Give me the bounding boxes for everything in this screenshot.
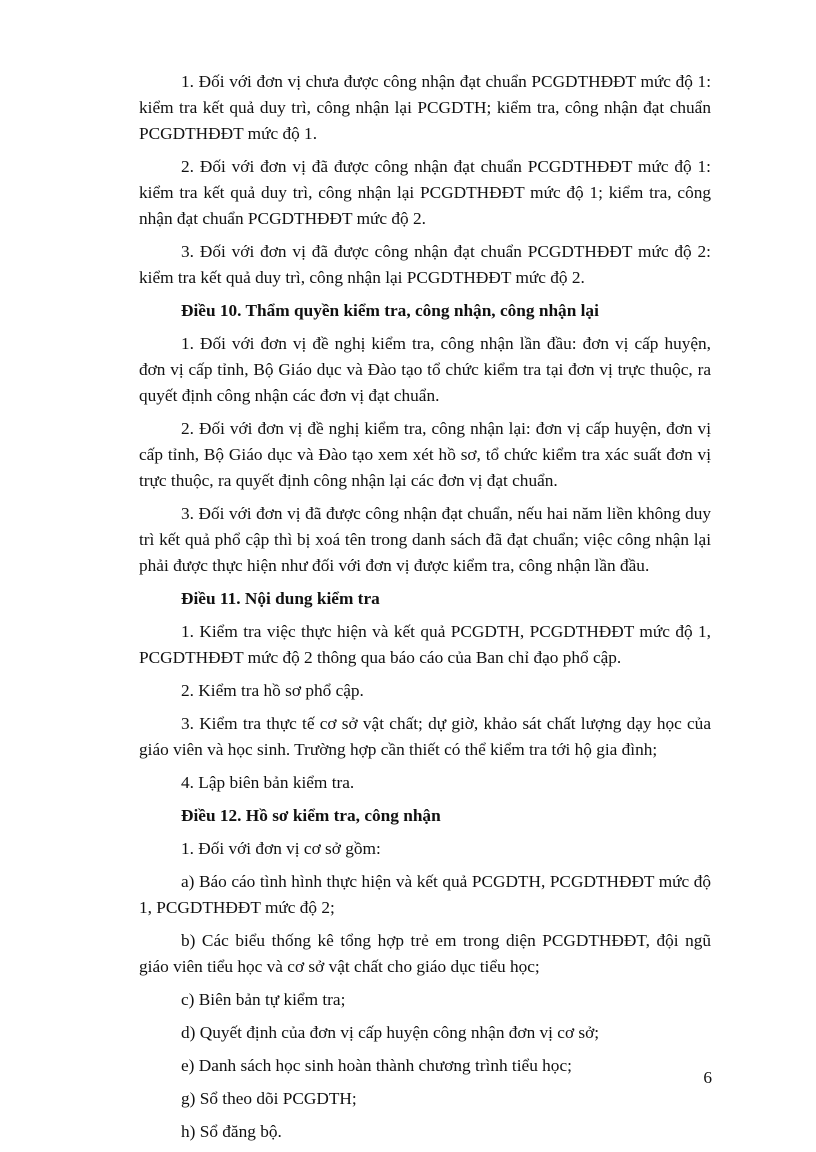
- section-heading: Điều 12. Hồ sơ kiểm tra, công nhận: [181, 806, 441, 825]
- section-heading: Điều 11. Nội dung kiểm tra: [181, 589, 380, 608]
- document-page: [139, 69, 711, 1152]
- paragraph: c) Biên bản tự kiểm tra;: [181, 990, 346, 1009]
- paragraph: 2. Đối với đơn vị đã được công nhận đạt chuẩn PCGDTHĐĐT mức độ 1: kiểm tra kết quả duy trì, công nhận lại PCGDTHĐĐT mức độ 1; kiểm tra, công nhận đạt chuẩn PCGDTHĐĐT mức độ 2.: [139, 157, 711, 228]
- paragraph: 3. Đối với đơn vị đã được công nhận đạt chuẩn, nếu hai năm liền không duy trì kết quả phổ cập thì bị xoá tên trong danh sách đã đạt chuẩn; việc công nhận lại phải được thực hiện như đối với đơn vị được kiểm tra, công nhận lần đầu.: [139, 504, 711, 575]
- paragraph: 2. Đối với đơn vị đề nghị kiểm tra, công nhận lại: đơn vị cấp huyện, đơn vị cấp tỉnh, Bộ Giáo dục và Đào tạo xem xét hồ sơ, tổ chức kiểm tra xác suất đơn vị trực thuộc, ra quyết định công nhận lại các đơn vị đạt chuẩn.: [139, 419, 711, 490]
- paragraph: h) Sổ đăng bộ.: [181, 1122, 282, 1141]
- paragraph: 1. Đối với đơn vị chưa được công nhận đạt chuẩn PCGDTHĐĐT mức độ 1: kiểm tra kết quả duy trì, công nhận lại PCGDTH; kiểm tra, công nhận đạt chuẩn PCGDTHĐĐT mức độ 1.: [139, 72, 711, 143]
- paragraph: 2. Kiểm tra hồ sơ phổ cập.: [181, 681, 364, 700]
- paragraph: g) Sổ theo dõi PCGDTH;: [181, 1089, 357, 1108]
- paragraph: 4. Lập biên bản kiểm tra.: [181, 773, 355, 792]
- paragraph: 3. Đối với đơn vị đã được công nhận đạt chuẩn PCGDTHĐĐT mức độ 2: kiểm tra kết quả duy trì, công nhận lại PCGDTHĐĐT mức độ 2.: [139, 242, 711, 287]
- page-number: 6: [703, 1068, 712, 1087]
- section-heading: Điều 10. Thẩm quyền kiểm tra, công nhận, công nhận lại: [181, 301, 599, 320]
- paragraph: 1. Đối với đơn vị cơ sở gồm:: [181, 839, 381, 858]
- paragraph: b) Các biểu thống kê tổng hợp trẻ em trong diện PCGDTHĐĐT, đội ngũ giáo viên tiểu học và cơ sở vật chất cho giáo dục tiểu học;: [139, 931, 711, 976]
- paragraph: a) Báo cáo tình hình thực hiện và kết quả PCGDTH, PCGDTHĐĐT mức độ 1, PCGDTHĐĐT mức độ 2;: [139, 872, 711, 917]
- paragraph: d) Quyết định của đơn vị cấp huyện công nhận đơn vị cơ sở;: [181, 1023, 600, 1042]
- paragraph: e) Danh sách học sinh hoàn thành chương trình tiểu học;: [181, 1056, 572, 1075]
- paragraph: 1. Đối với đơn vị đề nghị kiểm tra, công nhận lần đầu: đơn vị cấp huyện, đơn vị cấp tỉnh, Bộ Giáo dục và Đào tạo tổ chức kiểm tra tại đơn vị trực thuộc, ra quyết định công nhận các đơn vị đạt chuẩn.: [139, 334, 711, 405]
- paragraph: 3. Kiểm tra thực tế cơ sở vật chất; dự giờ, khảo sát chất lượng dạy học của giáo viên và học sinh. Trường hợp cần thiết có thể kiểm tra tới hộ gia đình;: [139, 714, 711, 759]
- paragraph: 1. Kiểm tra việc thực hiện và kết quả PCGDTH, PCGDTHĐĐT mức độ 1, PCGDTHĐĐT mức độ 2 thông qua báo cáo của Ban chỉ đạo phổ cập.: [139, 622, 711, 667]
